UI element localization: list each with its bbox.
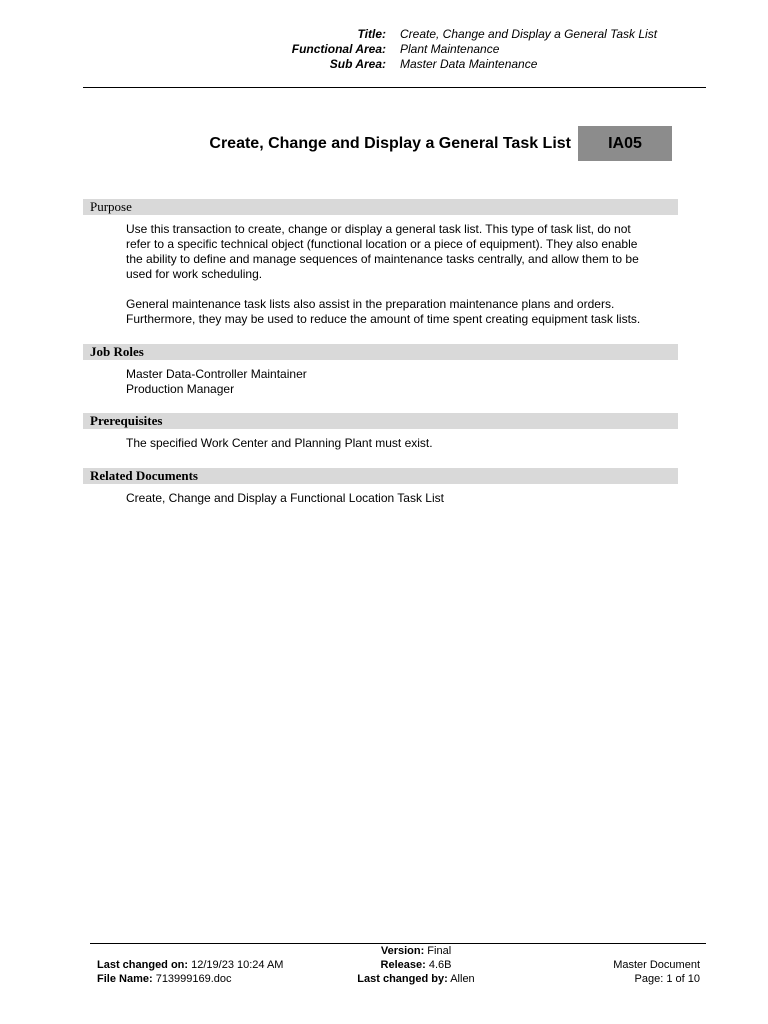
page-title: Create, Change and Display a General Task List (209, 135, 571, 152)
purpose-paragraph-1 (126, 222, 678, 282)
header-title-label: Title: (357, 27, 386, 41)
purpose-heading: Purpose (83, 199, 678, 215)
related-documents-section (83, 468, 678, 506)
text-line: General maintenance task lists also assist in the preparation maintenance plans and orders. (126, 297, 615, 311)
header-functional-area-value: Plant Maintenance (400, 42, 500, 56)
text-line: Furthermore, they may be used to reduce the amount of time spent creating equipment task lists. (126, 312, 641, 326)
job-roles-body (83, 360, 678, 397)
prerequisites-text: The specified Work Center and Planning Plant must exist. (126, 436, 433, 450)
footer-release-label: Release: (380, 959, 426, 971)
job-role-item: Master Data-Controller Maintainer (126, 367, 307, 381)
related-documents-heading: Related Documents (83, 468, 678, 484)
footer-last-changed-on-label: Last changed on: (97, 959, 189, 971)
footer-page-number: Page: 1 of 10 (634, 973, 700, 985)
footer-master-document: Master Document (613, 959, 700, 971)
header-sub-area-label: Sub Area: (329, 57, 386, 71)
text-line: Use this transaction to create, change or display a general task list. This type of task list, do not (126, 222, 631, 236)
job-roles-heading: Job Roles (83, 344, 678, 360)
footer-file-name (97, 972, 283, 986)
footer-last-changed-on-value: 12/19/23 10:24 AM (188, 959, 284, 971)
purpose-section (83, 199, 678, 327)
footer-version-label: Version: (380, 945, 425, 957)
header-sub-area-row (250, 57, 710, 72)
footer-version-value: Final (424, 945, 452, 957)
purpose-paragraph-2 (126, 297, 678, 327)
footer-version (316, 944, 516, 958)
header-functional-area-label: Functional Area: (291, 42, 386, 56)
text-line: used for work scheduling. (126, 267, 263, 281)
footer-file-name-value: 713999169.doc (152, 973, 232, 985)
footer-last-changed-by-value: Allen (447, 973, 475, 985)
related-document-item: Create, Change and Display a Functional Location Task List (126, 491, 444, 505)
footer-release-value: 4.6B (425, 959, 452, 971)
footer-left (97, 958, 283, 986)
footer-right (613, 958, 700, 986)
header-divider (83, 87, 706, 88)
prerequisites-body (83, 429, 678, 451)
footer-center (316, 944, 516, 986)
text-line: the ability to define and manage sequences of maintenance tasks centrally, and allow them to be (126, 252, 639, 266)
purpose-body (83, 215, 678, 327)
job-role-item: Production Manager (126, 382, 235, 396)
footer-last-changed-on (97, 958, 283, 972)
footer-last-changed-by (316, 972, 516, 986)
footer-release (316, 958, 516, 972)
header-functional-area-row (250, 42, 710, 57)
prerequisites-section (83, 413, 678, 451)
related-documents-body (83, 484, 678, 506)
header-title-row (250, 27, 710, 42)
transaction-code-badge: IA05 (578, 126, 672, 161)
footer-last-changed-by-label: Last changed by: (357, 973, 448, 985)
header-title-value: Create, Change and Display a General Task List (400, 27, 658, 41)
header-sub-area-value: Master Data Maintenance (400, 57, 538, 71)
job-roles-section (83, 344, 678, 397)
document-header (250, 27, 710, 72)
prerequisites-heading: Prerequisites (83, 413, 678, 429)
footer-file-name-label: File Name: (97, 973, 153, 985)
text-line: refer to a specific technical object (functional location or a piece of equipment). They also enable (126, 237, 638, 251)
title-block (160, 126, 672, 161)
